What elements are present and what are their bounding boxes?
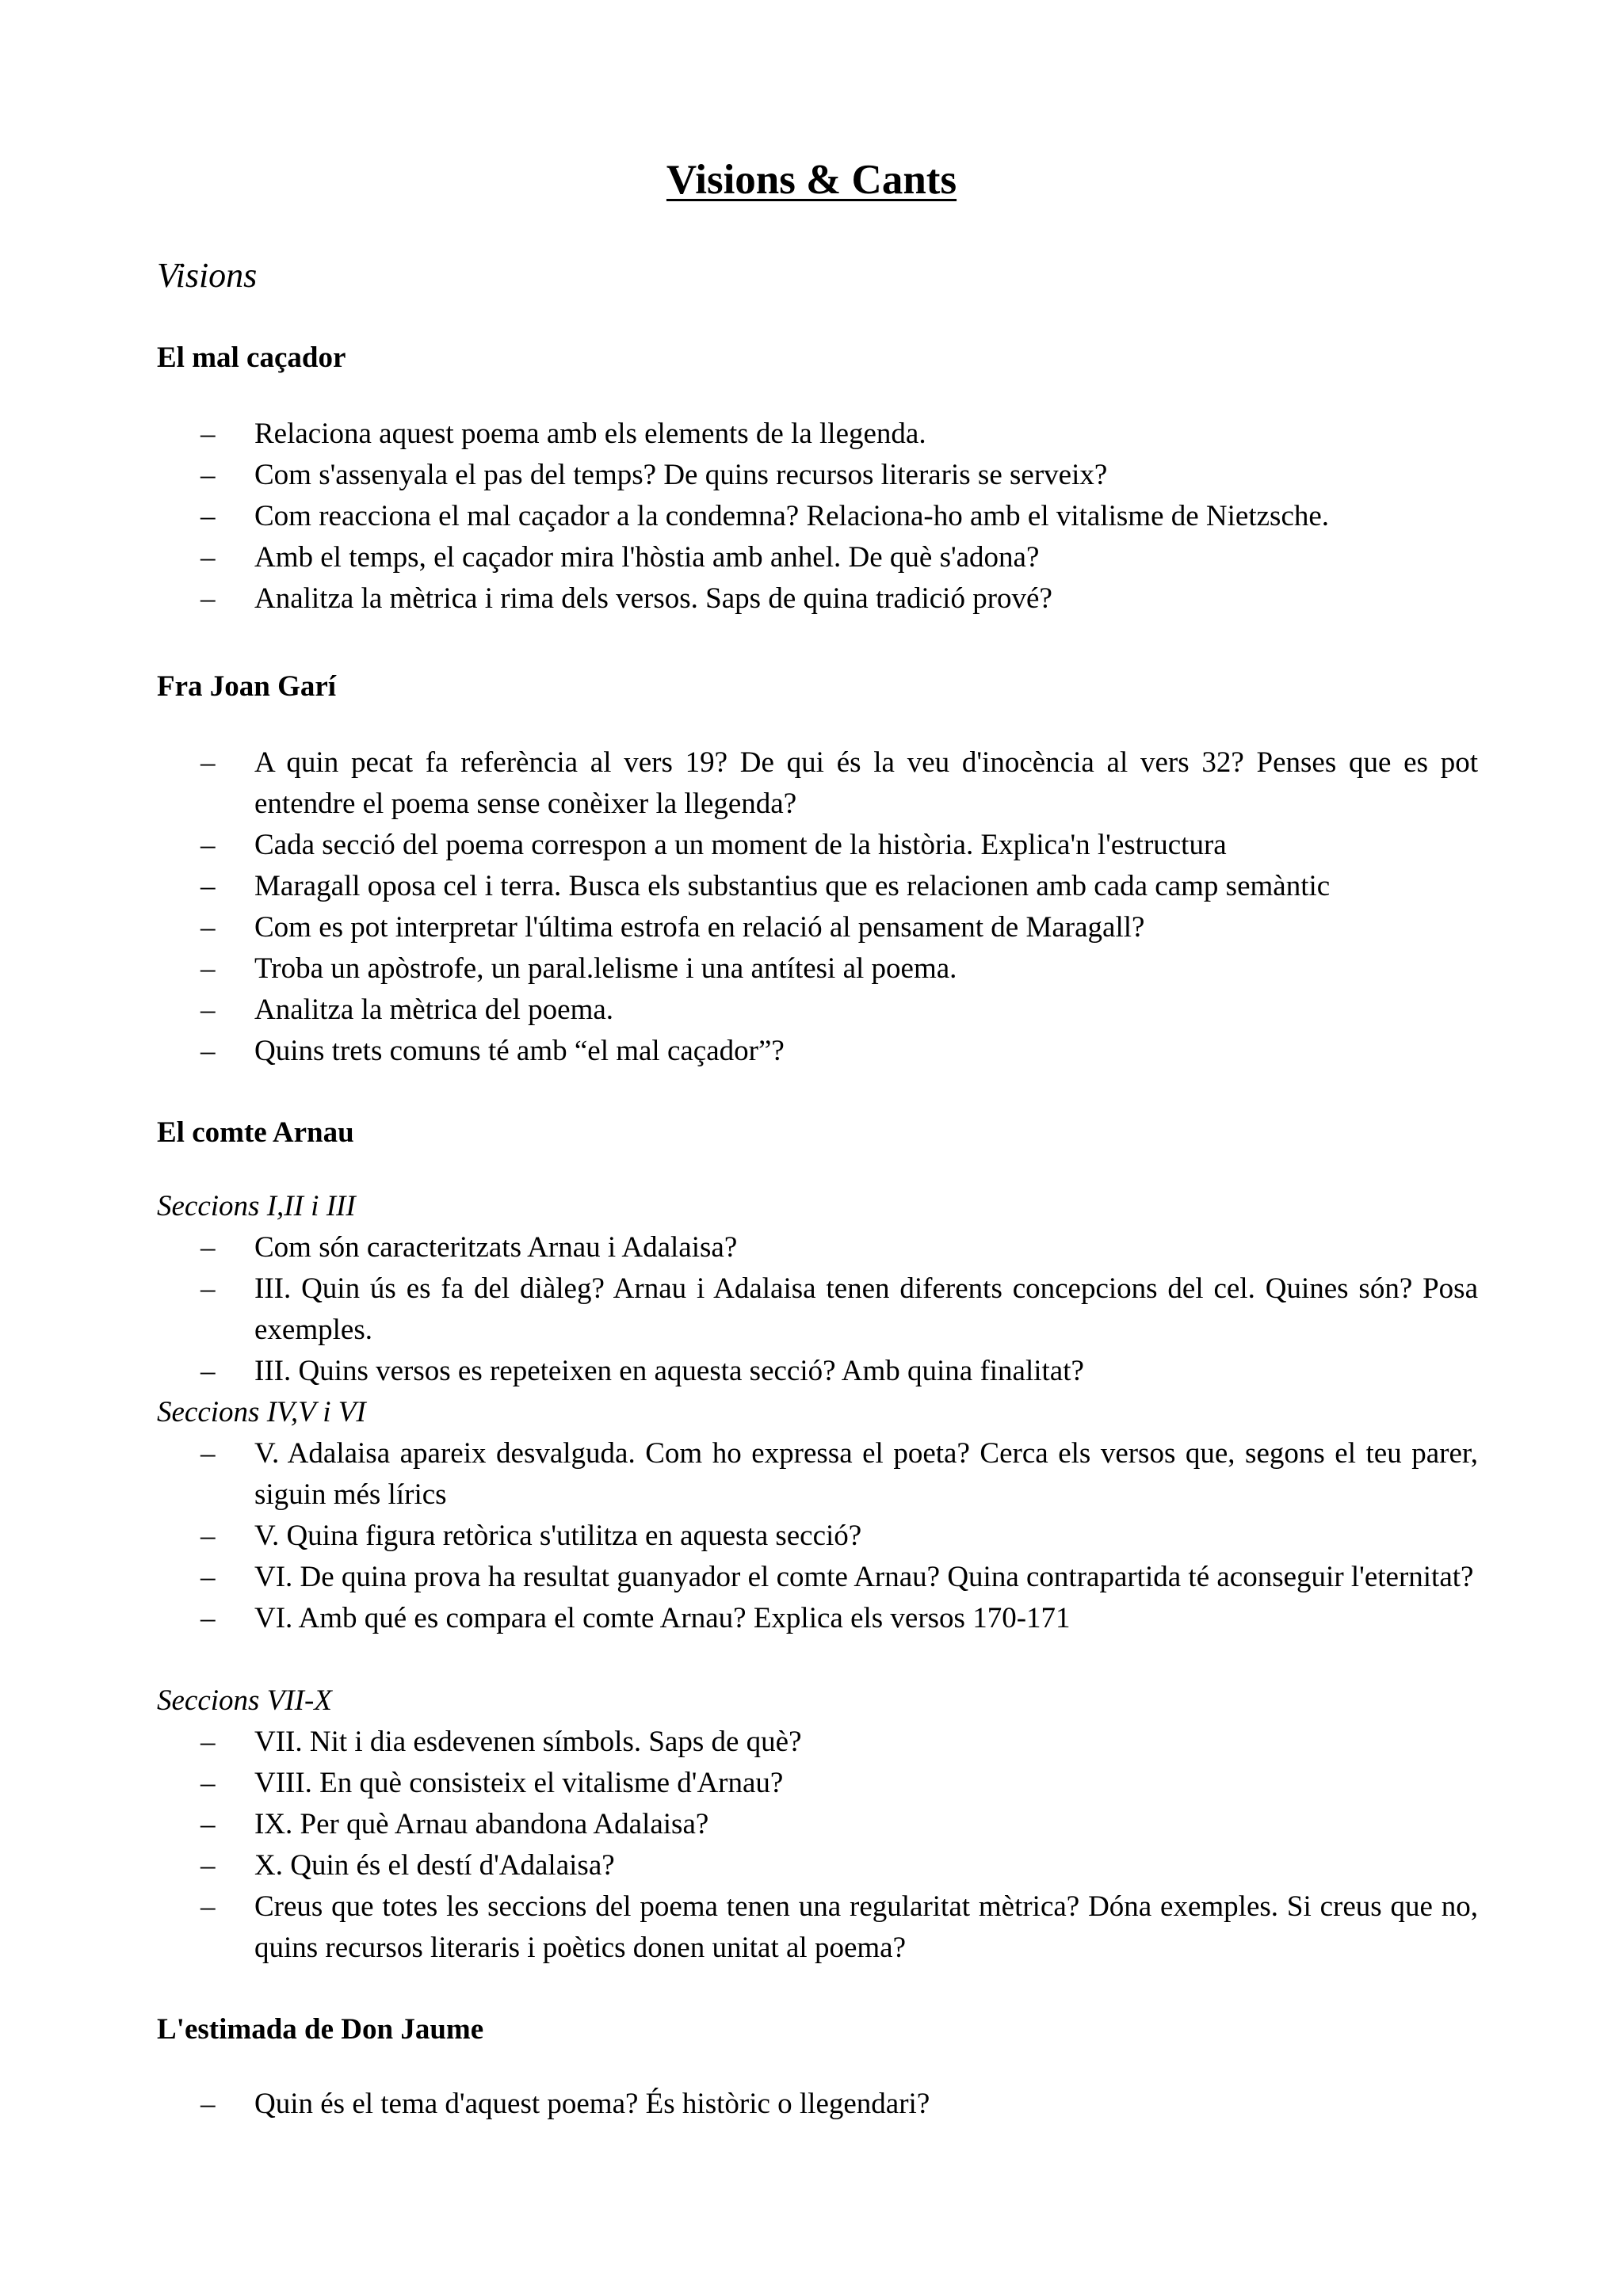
question-item <box>0 866 1478 907</box>
question-list-mal-cacador <box>0 414 1623 620</box>
question-item <box>0 1031 1478 1072</box>
dash-bullet: – <box>200 418 216 450</box>
question-text: Cada secció del poema correspon a un moment de la història. Explica'n l'estructura <box>254 829 1227 861</box>
question-text: Com reacciona el mal caçador a la condemna? Relaciona-ho amb el vitalisme de Nietzsche. <box>254 500 1330 532</box>
question-item <box>0 948 1478 990</box>
dash-bullet: – <box>200 1355 216 1387</box>
question-list-estimada-don-jaume <box>0 2084 1623 2125</box>
question-text: X. Quin és el destí d'Adalaisa? <box>254 1849 615 1882</box>
question-list-seccions-iv-vi <box>0 1433 1623 1639</box>
dash-bullet: – <box>200 952 216 985</box>
question-item <box>0 1268 1478 1351</box>
dash-bullet: – <box>200 582 216 615</box>
question-text: Quins trets comuns té amb “el mal caçador”? <box>254 1035 785 1067</box>
dash-bullet: – <box>200 541 216 574</box>
poem-title-estimada-don-jaume: L'estimada de Don Jaume <box>157 2013 484 2046</box>
question-item <box>0 1433 1478 1516</box>
question-item <box>0 455 1478 496</box>
part-heading: Visions <box>157 256 258 295</box>
dash-bullet: – <box>200 1767 216 1799</box>
question-list-seccions-vii-x <box>0 1722 1623 1969</box>
question-item <box>0 1763 1478 1804</box>
question-item <box>0 2084 1478 2125</box>
question-item <box>0 1845 1478 1886</box>
dash-bullet: – <box>200 1849 216 1882</box>
question-text: Amb el temps, el caçador mira l'hòstia amb anhel. De què s'adona? <box>254 541 1040 574</box>
dash-bullet: – <box>200 870 216 902</box>
dash-bullet: – <box>200 1437 216 1470</box>
question-item <box>0 990 1478 1031</box>
question-text: VI. De quina prova ha resultat guanyador el comte Arnau? Quina contrapartida té aconseguir l'eternitat? <box>254 1561 1474 1593</box>
question-text: IX. Per què Arnau abandona Adalaisa? <box>254 1808 709 1840</box>
question-text: Quin és el tema d'aquest poema? És històric o llegendari? <box>254 2088 930 2120</box>
question-item <box>0 537 1478 578</box>
poem-title-mal-cacador: El mal caçador <box>157 341 346 374</box>
question-item <box>0 1557 1478 1598</box>
dash-bullet: – <box>200 911 216 944</box>
question-text: V. Quina figura retòrica s'utilitza en aquesta secció? <box>254 1520 862 1552</box>
dash-bullet: – <box>200 746 216 779</box>
dash-bullet: – <box>200 1520 216 1552</box>
section-label-vii-x: Seccions VII-X <box>157 1684 332 1717</box>
dash-bullet: – <box>200 2088 216 2120</box>
question-text: Creus que totes les seccions del poema tenen una regularitat mètrica? Dóna exemples. Si creus que no, quins recursos literaris i poètics donen unitat al poema? <box>254 1890 1478 1964</box>
dash-bullet: – <box>200 829 216 861</box>
question-text: Analitza la mètrica del poema. <box>254 994 614 1026</box>
question-item <box>0 907 1478 948</box>
question-item <box>0 496 1478 537</box>
question-text: Com es pot interpretar l'última estrofa en relació al pensament de Maragall? <box>254 911 1145 944</box>
question-text: Com s'assenyala el pas del temps? De quins recursos literaris se serveix? <box>254 459 1108 491</box>
question-text: Analitza la mètrica i rima dels versos. Saps de quina tradició prové? <box>254 582 1052 615</box>
question-text: VII. Nit i dia esdevenen símbols. Saps de què? <box>254 1726 802 1758</box>
question-item <box>0 1351 1478 1392</box>
document-title: Visions & Cants <box>666 157 957 203</box>
question-text: Troba un apòstrofe, un paral.lelisme i una antítesi al poema. <box>254 952 957 985</box>
question-item <box>0 1722 1478 1763</box>
section-label-i-iii: Seccions I,II i III <box>157 1190 356 1222</box>
dash-bullet: – <box>200 500 216 532</box>
question-text: Maragall oposa cel i terra. Busca els substantius que es relacionen amb cada camp semàntic <box>254 870 1331 902</box>
question-item <box>0 578 1478 620</box>
question-item <box>0 1886 1478 1969</box>
question-item <box>0 1804 1478 1845</box>
dash-bullet: – <box>200 1231 216 1264</box>
dash-bullet: – <box>200 1272 216 1305</box>
poem-title-comte-arnau: El comte Arnau <box>157 1116 354 1149</box>
dash-bullet: – <box>200 1602 216 1634</box>
question-list-fra-joan-gari <box>0 742 1623 1072</box>
question-text: A quin pecat fa referència al vers 19? De qui és la veu d'inocència al vers 32? Penses que es pot entendre el poema sense conèixer la llegenda? <box>254 746 1478 820</box>
question-text: III. Quins versos es repeteixen en aquesta secció? Amb quina finalitat? <box>254 1355 1084 1387</box>
question-item <box>0 1598 1478 1639</box>
question-text: V. Adalaisa apareix desvalguda. Com ho expressa el poeta? Cerca els versos que, segons el teu parer, siguin més lírics <box>254 1437 1478 1511</box>
question-list-seccions-i-iii <box>0 1227 1623 1392</box>
dash-bullet: – <box>200 1035 216 1067</box>
dash-bullet: – <box>200 1808 216 1840</box>
question-item <box>0 742 1478 825</box>
question-item <box>0 825 1478 866</box>
dash-bullet: – <box>200 994 216 1026</box>
poem-title-fra-joan-gari: Fra Joan Garí <box>157 670 337 703</box>
dash-bullet: – <box>200 1561 216 1593</box>
question-text: VIII. En què consisteix el vitalisme d'Arnau? <box>254 1767 784 1799</box>
question-item <box>0 1227 1478 1268</box>
question-text: Com són caracteritzats Arnau i Adalaisa? <box>254 1231 738 1264</box>
section-label-iv-vi: Seccions IV,V i VI <box>157 1396 366 1428</box>
question-text: Relaciona aquest poema amb els elements de la llegenda. <box>254 418 926 450</box>
dash-bullet: – <box>200 1726 216 1758</box>
dash-bullet: – <box>200 459 216 491</box>
dash-bullet: – <box>200 1890 216 1923</box>
question-text: VI. Amb qué es compara el comte Arnau? Explica els versos 170-171 <box>254 1602 1071 1634</box>
question-text: III. Quin ús es fa del diàleg? Arnau i Adalaisa tenen diferents concepcions del cel. Quines són? Posa exemples. <box>254 1272 1478 1346</box>
question-item <box>0 1516 1478 1557</box>
question-item <box>0 414 1478 455</box>
